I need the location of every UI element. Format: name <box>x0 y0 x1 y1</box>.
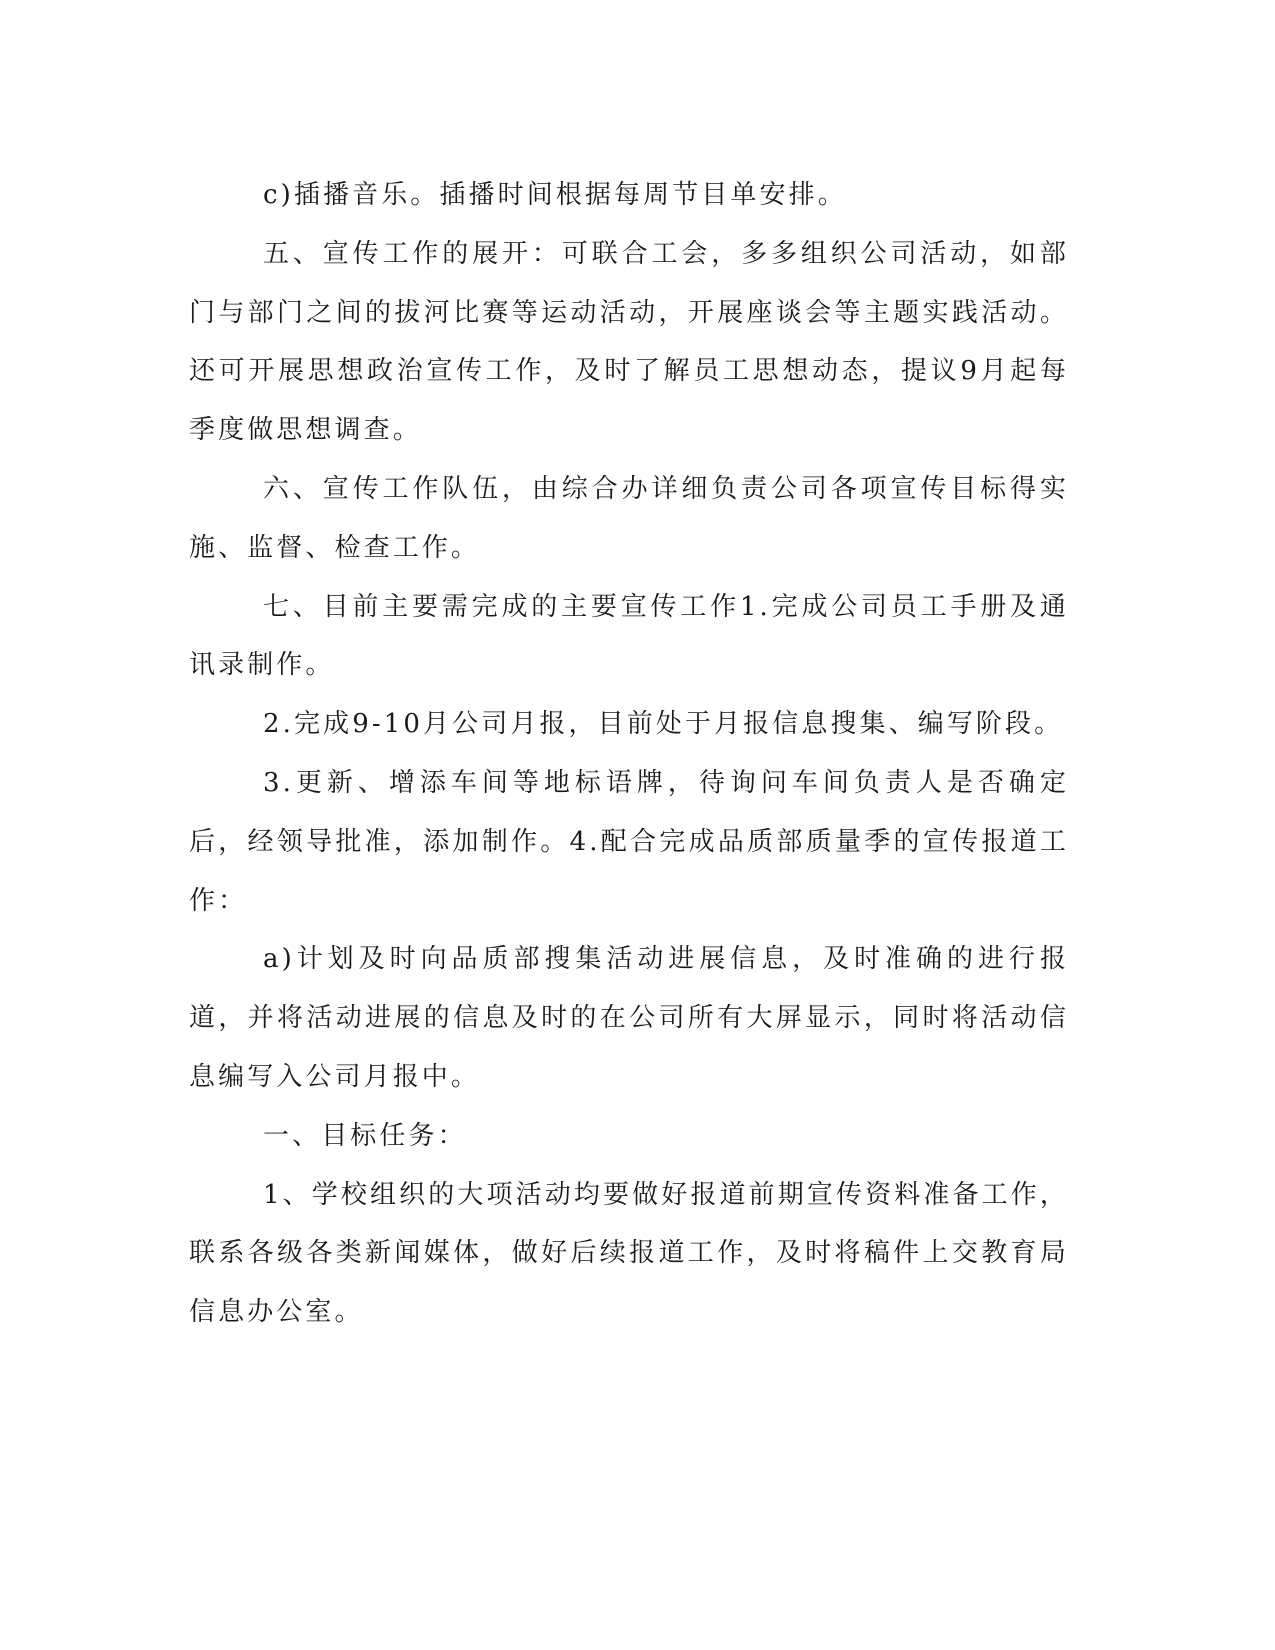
document-body <box>189 166 1069 1342</box>
paragraph-goal-1: 1、学校组织的大项活动均要做好报道前期宣传资料准备工作，联系各级各类新闻媒体，做好后续报道工作，及时将稿件上交教育局信息办公室。 <box>189 1179 1069 1328</box>
paragraph-a-plan: a)计划及时向品质部搜集活动进展信息，及时准确的进行报道，并将活动进展的信息及时的在公司所有大屏显示，同时将活动信息编写入公司月报中。 <box>189 944 1069 1092</box>
paragraph-section-5: 五、宣传工作的展开：可联合工会，多多组织公司活动，如部门与部门之间的拔河比赛等运动活动，开展座谈会等主题实践活动。还可开展思想政治宣传工作，及时了解员工思想动态，提议9月起每季度做思想调查。 <box>189 238 1069 446</box>
paragraph-goals-heading: 一、目标任务： <box>263 1120 467 1151</box>
paragraph-item-2: 2.完成9-10月公司月报，目前处于月报信息搜集、编写阶段。 <box>263 709 1064 740</box>
paragraph-c-music: c)插播音乐。插播时间根据每周节目单安排。 <box>263 180 847 210</box>
paragraph-section-7: 七、目前主要需完成的主要宣传工作1.完成公司员工手册及通讯录制作。 <box>189 591 1069 681</box>
paragraph-item-3-4: 3.更新、增添车间等地标语牌，待询问车间负责人是否确定后，经领导批准，添加制作。4.配合完成品质部质量季的宣传报道工作： <box>189 767 1069 916</box>
paragraph-section-6: 六、宣传工作队伍，由综合办详细负责公司各项宣传目标得实施、监督、检查工作。 <box>189 473 1069 563</box>
